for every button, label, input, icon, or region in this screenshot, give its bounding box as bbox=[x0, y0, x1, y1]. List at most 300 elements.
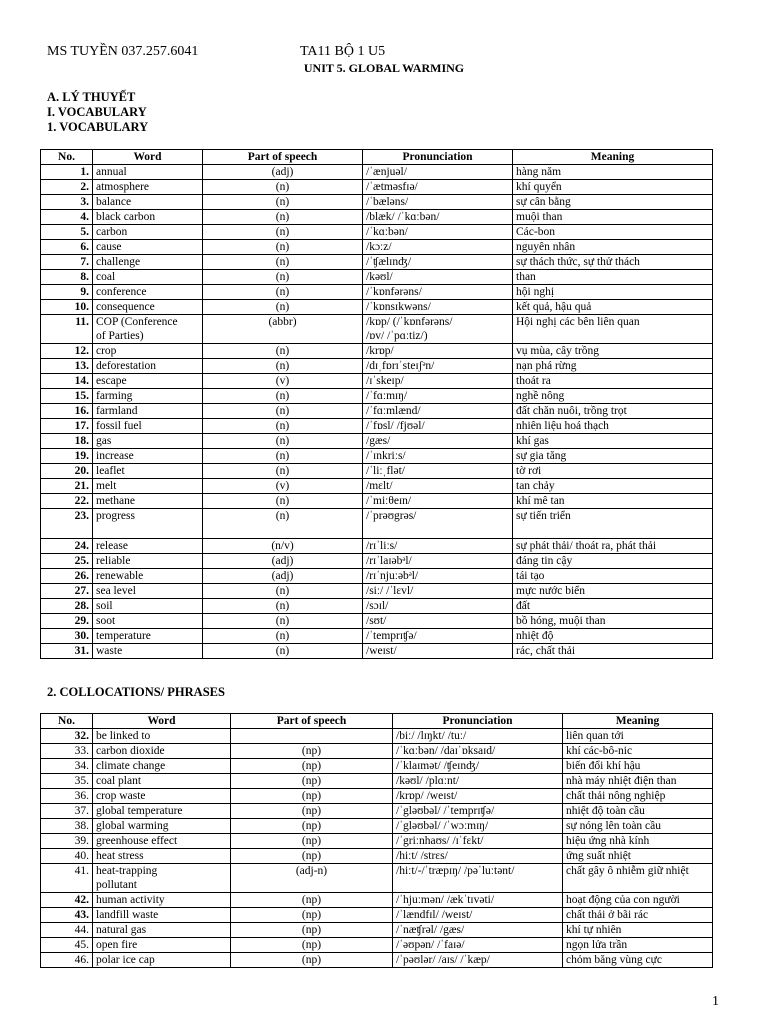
row-number bbox=[41, 389, 93, 404]
word-cell bbox=[93, 599, 203, 614]
row-number bbox=[41, 729, 93, 744]
meaning-cell bbox=[513, 389, 713, 404]
row-number bbox=[41, 479, 93, 494]
meaning-cell bbox=[513, 629, 713, 644]
part-of-speech-cell bbox=[231, 953, 393, 968]
row-number bbox=[41, 419, 93, 434]
part-of-speech-cell bbox=[203, 285, 363, 300]
pronunciation-cell bbox=[363, 614, 513, 629]
word-cell-text: coal bbox=[96, 271, 116, 283]
part-of-speech-cell-text: (n) bbox=[275, 345, 290, 357]
part-of-speech-cell bbox=[203, 509, 363, 539]
pronunciation-cell bbox=[363, 165, 513, 180]
meaning-cell-text: thoát ra bbox=[516, 375, 551, 387]
table-row bbox=[41, 240, 713, 255]
column-header: Meaning bbox=[513, 150, 713, 165]
pronunciation-cell bbox=[363, 449, 513, 464]
row-number-text: 7. bbox=[80, 256, 89, 268]
meaning-cell bbox=[513, 240, 713, 255]
row-number-text: 19. bbox=[74, 450, 89, 462]
row-number-text: 45. bbox=[74, 939, 89, 951]
word-cell bbox=[93, 554, 203, 569]
column-header: Meaning bbox=[563, 714, 713, 729]
pronunciation-cell bbox=[363, 344, 513, 359]
word-cell bbox=[93, 494, 203, 509]
meaning-cell-text: vụ mùa, cây trồng bbox=[516, 345, 600, 357]
meaning-cell bbox=[563, 864, 713, 893]
word-cell bbox=[93, 464, 203, 479]
section-i-heading: I. VOCABULARY bbox=[47, 105, 147, 119]
pronunciation-cell bbox=[363, 285, 513, 300]
meaning-cell bbox=[513, 584, 713, 599]
word-cell-text: leaflet bbox=[96, 465, 125, 477]
row-number bbox=[41, 509, 93, 539]
meaning-cell-text: tờ rơi bbox=[516, 465, 542, 477]
table-row bbox=[41, 629, 713, 644]
row-number bbox=[41, 614, 93, 629]
meaning-cell-text: nghề nông bbox=[516, 390, 565, 402]
row-number-text: 44. bbox=[74, 924, 89, 936]
row-number bbox=[41, 819, 93, 834]
part-of-speech-cell-text: (n) bbox=[275, 286, 290, 298]
row-number bbox=[41, 569, 93, 584]
row-number-text: 46. bbox=[74, 954, 89, 966]
column-header: Part of speech bbox=[203, 150, 363, 165]
table-row bbox=[41, 584, 713, 599]
meaning-cell-text: khí tự nhiên bbox=[566, 924, 622, 936]
table-row bbox=[41, 938, 713, 953]
word-cell bbox=[93, 255, 203, 270]
part-of-speech-cell-text: (np) bbox=[301, 805, 322, 817]
part-of-speech-cell bbox=[231, 849, 393, 864]
pronunciation-cell-text: /ˈgriːnhaʊs/ /ɪˈfɛkt/ bbox=[396, 835, 484, 847]
row-number-text: 42. bbox=[74, 894, 89, 906]
part-of-speech-cell-text: (n) bbox=[275, 645, 290, 657]
word-cell bbox=[93, 285, 203, 300]
meaning-cell-text: đất chăn nuôi, trồng trọt bbox=[516, 405, 627, 417]
row-number bbox=[41, 644, 93, 659]
pronunciation-cell bbox=[393, 804, 563, 819]
row-number-text: 8. bbox=[80, 271, 89, 283]
part-of-speech-cell bbox=[203, 614, 363, 629]
pronunciation-cell-text: /blæk/ /ˈkɑːbən/ bbox=[366, 211, 440, 223]
pronunciation-cell bbox=[393, 774, 563, 789]
part-of-speech-cell-text: (np) bbox=[301, 939, 322, 951]
row-number bbox=[41, 434, 93, 449]
meaning-cell bbox=[513, 464, 713, 479]
row-number-text: 11. bbox=[75, 316, 89, 328]
word-cell-text: natural gas bbox=[96, 924, 147, 936]
meaning-cell bbox=[513, 449, 713, 464]
word-cell bbox=[93, 953, 231, 968]
part-of-speech-cell-text: (np) bbox=[301, 760, 322, 772]
meaning-cell bbox=[513, 180, 713, 195]
pronunciation-cell bbox=[393, 849, 563, 864]
row-number-text: 4. bbox=[80, 211, 89, 223]
table-row bbox=[41, 744, 713, 759]
table-row bbox=[41, 819, 713, 834]
pronunciation-cell-text: /ˈɪnkriːs/ bbox=[366, 450, 406, 462]
table-row bbox=[41, 404, 713, 419]
row-number bbox=[41, 938, 93, 953]
word-cell bbox=[93, 864, 231, 893]
row-number-text: 12. bbox=[74, 345, 89, 357]
row-number-text: 32. bbox=[74, 730, 89, 742]
table-row bbox=[41, 923, 713, 938]
table-row bbox=[41, 729, 713, 744]
word-cell bbox=[93, 729, 231, 744]
part-of-speech-cell bbox=[231, 789, 393, 804]
part-of-speech-cell-text: (n) bbox=[275, 435, 290, 447]
meaning-cell bbox=[563, 849, 713, 864]
word-cell-text: landfill waste bbox=[96, 909, 159, 921]
row-number-text: 28. bbox=[74, 600, 89, 612]
meaning-cell bbox=[513, 554, 713, 569]
row-number-text: 35. bbox=[74, 775, 89, 787]
pronunciation-cell-text: /ˈkɑːbən/ /daɪˈɒksaɪd/ bbox=[396, 745, 496, 757]
word-cell-text: balance bbox=[96, 196, 132, 208]
part-of-speech-cell-text: (n) bbox=[275, 360, 290, 372]
table-row bbox=[41, 180, 713, 195]
pronunciation-cell-text: /rɪˈliːs/ bbox=[366, 540, 398, 552]
word-cell-text: heat stress bbox=[96, 850, 144, 862]
meaning-cell bbox=[513, 195, 713, 210]
row-number bbox=[41, 270, 93, 285]
pronunciation-cell-text: /ˈkɒnsɪkwəns/ bbox=[366, 301, 431, 313]
word-cell-text: temperature bbox=[96, 630, 151, 642]
pronunciation-cell bbox=[363, 479, 513, 494]
pronunciation-cell bbox=[393, 938, 563, 953]
row-number-text: 34. bbox=[74, 760, 89, 772]
pronunciation-cell bbox=[393, 953, 563, 968]
meaning-cell-text: Các-bon bbox=[516, 226, 555, 238]
pronunciation-cell-text: /ˈhjuːmən/ /ækˈtɪvəti/ bbox=[396, 894, 495, 906]
part-of-speech-cell-text: (np) bbox=[301, 850, 322, 862]
meaning-cell-text: sự cân bằng bbox=[516, 196, 571, 208]
meaning-cell-text: nguyên nhân bbox=[516, 241, 576, 253]
pronunciation-cell-text: /gæs/ bbox=[366, 435, 391, 447]
word-cell bbox=[93, 225, 203, 240]
meaning-cell-text: liên quan tới bbox=[566, 730, 624, 742]
word-cell-text: climate change bbox=[96, 760, 166, 772]
row-number-text: 43. bbox=[74, 909, 89, 921]
pronunciation-cell bbox=[393, 789, 563, 804]
word-cell-text: COP (Conference bbox=[96, 316, 178, 328]
row-number-text: 9. bbox=[80, 286, 89, 298]
part-of-speech-cell bbox=[231, 729, 393, 744]
part-of-speech-cell-text: (n/v) bbox=[271, 540, 294, 552]
part-of-speech-cell-text: (v) bbox=[275, 480, 290, 492]
meaning-cell-text: sự phát thải/ thoát ra, phát thải bbox=[516, 540, 657, 552]
part-of-speech-cell bbox=[203, 569, 363, 584]
word-cell bbox=[93, 404, 203, 419]
author-line: MS TUYỀN 037.257.6041 bbox=[47, 44, 199, 59]
meaning-cell-text: đáng tin cậy bbox=[516, 555, 573, 567]
part-of-speech-cell bbox=[231, 834, 393, 849]
pronunciation-cell bbox=[363, 644, 513, 659]
meaning-cell-text: hội nghị bbox=[516, 286, 555, 298]
row-number bbox=[41, 629, 93, 644]
pronunciation-cell-text: /ˈgləʊbəl/ /ˈtemprɪʧə/ bbox=[396, 805, 495, 817]
table-row bbox=[41, 849, 713, 864]
pronunciation-cell-text: /ˈprəʊgrəs/ bbox=[366, 510, 417, 522]
word-cell bbox=[93, 759, 231, 774]
word-cell bbox=[93, 479, 203, 494]
pronunciation-cell bbox=[363, 389, 513, 404]
row-number bbox=[41, 165, 93, 180]
pronunciation-cell bbox=[363, 629, 513, 644]
row-number-text: 29. bbox=[74, 615, 89, 627]
meaning-cell-text: hàng năm bbox=[516, 166, 562, 178]
word-cell-text: escape bbox=[96, 375, 127, 387]
part-of-speech-cell-text: (n) bbox=[275, 196, 290, 208]
part-of-speech-cell bbox=[203, 479, 363, 494]
meaning-cell bbox=[513, 225, 713, 240]
pronunciation-cell bbox=[393, 744, 563, 759]
part-of-speech-cell bbox=[203, 389, 363, 404]
word-cell-text: global warming bbox=[96, 820, 169, 832]
pronunciation-cell-text: /ˈtemprɪʧə/ bbox=[366, 630, 417, 642]
header-row bbox=[41, 150, 713, 165]
word-cell bbox=[93, 210, 203, 225]
word-cell-text: coal plant bbox=[96, 775, 142, 787]
part-of-speech-cell-text: (n) bbox=[275, 465, 290, 477]
row-number bbox=[41, 599, 93, 614]
part-of-speech-cell bbox=[203, 344, 363, 359]
row-number-text: 16. bbox=[74, 405, 89, 417]
meaning-cell bbox=[563, 804, 713, 819]
part-of-speech-cell-text: (n) bbox=[275, 241, 290, 253]
row-number-text: 39. bbox=[74, 835, 89, 847]
word-cell-text: global temperature bbox=[96, 805, 183, 817]
row-number-text: 22. bbox=[74, 495, 89, 507]
word-cell bbox=[93, 774, 231, 789]
word-cell bbox=[93, 315, 203, 344]
pronunciation-cell bbox=[363, 240, 513, 255]
meaning-cell-text: khí các-bô-nic bbox=[566, 745, 633, 757]
table-row bbox=[41, 789, 713, 804]
part-of-speech-cell bbox=[203, 554, 363, 569]
word-cell-text: crop bbox=[96, 345, 117, 357]
pronunciation-cell bbox=[363, 255, 513, 270]
row-number bbox=[41, 404, 93, 419]
word-cell-text: consequence bbox=[96, 301, 155, 313]
part-of-speech-cell-text: (np) bbox=[301, 954, 322, 966]
row-number bbox=[41, 539, 93, 554]
table-row bbox=[41, 389, 713, 404]
table-row bbox=[41, 569, 713, 584]
meaning-cell bbox=[513, 344, 713, 359]
pronunciation-cell-text: /hiːt/ /strɛs/ bbox=[396, 850, 448, 862]
pronunciation-cell-text: /siː/ /ˈlɛvl/ bbox=[366, 585, 414, 597]
table-row bbox=[41, 374, 713, 389]
pronunciation-cell-text: /kəʊl/ bbox=[366, 271, 393, 283]
row-number-text: 18. bbox=[74, 435, 89, 447]
course-line: TA11 BỘ 1 U5 bbox=[300, 44, 386, 59]
part-of-speech-cell bbox=[203, 255, 363, 270]
table-row bbox=[41, 255, 713, 270]
column-header: No. bbox=[41, 714, 93, 729]
word-cell bbox=[93, 240, 203, 255]
part-of-speech-cell-text: (np) bbox=[301, 775, 322, 787]
row-number-text: 40. bbox=[74, 850, 89, 862]
pronunciation-cell bbox=[393, 759, 563, 774]
pronunciation-cell bbox=[363, 404, 513, 419]
meaning-cell bbox=[563, 908, 713, 923]
part-of-speech-cell bbox=[203, 180, 363, 195]
part-of-speech-cell bbox=[203, 240, 363, 255]
column-header: Pronunciation bbox=[393, 714, 563, 729]
pronunciation-cell-text: /ˈgləʊbəl/ /ˈwɔːmɪŋ/ bbox=[396, 820, 489, 832]
pronunciation-cell-text: /kɒp/ (/ˈkɒnfərəns/ bbox=[366, 316, 453, 328]
row-number-text: 26. bbox=[74, 570, 89, 582]
row-number-text: 20. bbox=[74, 465, 89, 477]
row-number-text: 5. bbox=[80, 226, 89, 238]
pronunciation-cell bbox=[363, 315, 513, 344]
part-of-speech-cell bbox=[231, 774, 393, 789]
pronunciation-cell bbox=[363, 210, 513, 225]
word-cell-text: challenge bbox=[96, 256, 141, 268]
meaning-cell bbox=[563, 893, 713, 908]
table-row bbox=[41, 225, 713, 240]
word-cell-text: fossil fuel bbox=[96, 420, 142, 432]
word-cell bbox=[93, 359, 203, 374]
pronunciation-cell-text: /ˈætməsfɪə/ bbox=[366, 181, 418, 193]
part-of-speech-cell-text: (np) bbox=[301, 745, 322, 757]
section-1-heading: 1. VOCABULARY bbox=[47, 120, 149, 134]
part-of-speech-cell-text: (np) bbox=[301, 909, 322, 921]
part-of-speech-cell bbox=[203, 195, 363, 210]
word-cell-text: be linked to bbox=[96, 730, 151, 742]
row-number bbox=[41, 804, 93, 819]
word-cell-text: crop waste bbox=[96, 790, 146, 802]
pronunciation-cell-text: /weɪst/ bbox=[366, 645, 397, 657]
meaning-cell-text: sự thách thức, sự thử thách bbox=[516, 256, 640, 268]
table-row bbox=[41, 479, 713, 494]
meaning-cell bbox=[563, 953, 713, 968]
table-row bbox=[41, 599, 713, 614]
pronunciation-cell-text: /ˈʧælɪnʤ/ bbox=[366, 256, 412, 268]
word-cell bbox=[93, 893, 231, 908]
word-cell bbox=[93, 644, 203, 659]
word-cell bbox=[93, 270, 203, 285]
word-cell bbox=[93, 300, 203, 315]
part-of-speech-cell-text: (n) bbox=[275, 301, 290, 313]
meaning-cell bbox=[563, 789, 713, 804]
pronunciation-cell-text: /ˈkɑːbən/ bbox=[366, 226, 408, 238]
part-of-speech-cell-text: (np) bbox=[301, 835, 322, 847]
pronunciation-cell-text: /krɒp/ /weɪst/ bbox=[396, 790, 458, 802]
meaning-cell bbox=[563, 774, 713, 789]
meaning-cell-text: khí gas bbox=[516, 435, 549, 447]
word-cell-text: carbon dioxide bbox=[96, 745, 165, 757]
pronunciation-cell-text-line2: /ɒv/ /ˈpɑːtiz/) bbox=[366, 330, 428, 342]
word-cell bbox=[93, 834, 231, 849]
part-of-speech-cell bbox=[203, 404, 363, 419]
pronunciation-cell bbox=[393, 834, 563, 849]
word-cell-text: sea level bbox=[96, 585, 136, 597]
part-of-speech-cell bbox=[231, 938, 393, 953]
pronunciation-cell bbox=[393, 908, 563, 923]
word-cell bbox=[93, 908, 231, 923]
part-of-speech-cell-text: (v) bbox=[275, 375, 290, 387]
unit-title: UNIT 5. GLOBAL WARMING bbox=[303, 61, 465, 75]
meaning-cell bbox=[513, 569, 713, 584]
pronunciation-cell bbox=[363, 195, 513, 210]
word-cell-text: gas bbox=[96, 435, 112, 447]
row-number bbox=[41, 285, 93, 300]
pronunciation-cell-text: /ˈænjuəl/ bbox=[366, 166, 407, 178]
table-row bbox=[41, 270, 713, 285]
row-number-text: 33. bbox=[74, 745, 89, 757]
row-number-text: 6. bbox=[80, 241, 89, 253]
column-header: Word bbox=[93, 150, 203, 165]
row-number bbox=[41, 464, 93, 479]
meaning-cell-text: hoạt động của con người bbox=[566, 894, 680, 906]
table-row bbox=[41, 614, 713, 629]
part-of-speech-cell-text: (n) bbox=[275, 495, 290, 507]
meaning-cell-text: đất bbox=[516, 600, 531, 612]
word-cell bbox=[93, 344, 203, 359]
row-number-text: 13. bbox=[74, 360, 89, 372]
part-of-speech-cell-text: (adj) bbox=[271, 166, 294, 178]
table-row bbox=[41, 953, 713, 968]
pronunciation-cell-text: /ˈkɒnfərəns/ bbox=[366, 286, 422, 298]
part-of-speech-cell bbox=[203, 539, 363, 554]
part-of-speech-cell bbox=[203, 210, 363, 225]
meaning-cell bbox=[513, 315, 713, 344]
meaning-cell bbox=[513, 270, 713, 285]
part-of-speech-cell bbox=[231, 819, 393, 834]
column-header: Part of speech bbox=[231, 714, 393, 729]
meaning-cell-text: hiệu ứng nhà kính bbox=[566, 835, 650, 847]
word-cell-text: release bbox=[96, 540, 128, 552]
row-number-text: 15. bbox=[74, 390, 89, 402]
row-number bbox=[41, 774, 93, 789]
meaning-cell bbox=[513, 359, 713, 374]
meaning-cell-text: than bbox=[516, 271, 536, 283]
part-of-speech-cell bbox=[231, 893, 393, 908]
pronunciation-cell-text: /ˈəʊpən/ /ˈfaɪə/ bbox=[396, 939, 465, 951]
meaning-cell-text: sự nóng lên toàn cầu bbox=[566, 820, 662, 832]
meaning-cell bbox=[513, 539, 713, 554]
table-row bbox=[41, 893, 713, 908]
row-number bbox=[41, 225, 93, 240]
part-of-speech-cell-text: (n) bbox=[275, 181, 290, 193]
row-number-text: 24. bbox=[74, 540, 89, 552]
table-row bbox=[41, 774, 713, 789]
row-number bbox=[41, 210, 93, 225]
meaning-cell bbox=[513, 509, 713, 539]
table-row bbox=[41, 434, 713, 449]
meaning-cell bbox=[513, 419, 713, 434]
word-cell-text: farmland bbox=[96, 405, 138, 417]
row-number bbox=[41, 923, 93, 938]
row-number-text: 25. bbox=[74, 555, 89, 567]
pronunciation-cell-text: /sɔɪl/ bbox=[366, 600, 389, 612]
word-cell-text: increase bbox=[96, 450, 134, 462]
part-of-speech-cell-text: (adj-n) bbox=[295, 865, 328, 877]
part-of-speech-cell-text: (n) bbox=[275, 271, 290, 283]
meaning-cell bbox=[513, 374, 713, 389]
meaning-cell-text: nhiệt độ toàn cầu bbox=[566, 805, 645, 817]
column-header: No. bbox=[41, 150, 93, 165]
pronunciation-cell bbox=[363, 554, 513, 569]
table-row bbox=[41, 210, 713, 225]
word-cell-text: reliable bbox=[96, 555, 131, 567]
meaning-cell bbox=[563, 938, 713, 953]
part-of-speech-cell bbox=[203, 300, 363, 315]
